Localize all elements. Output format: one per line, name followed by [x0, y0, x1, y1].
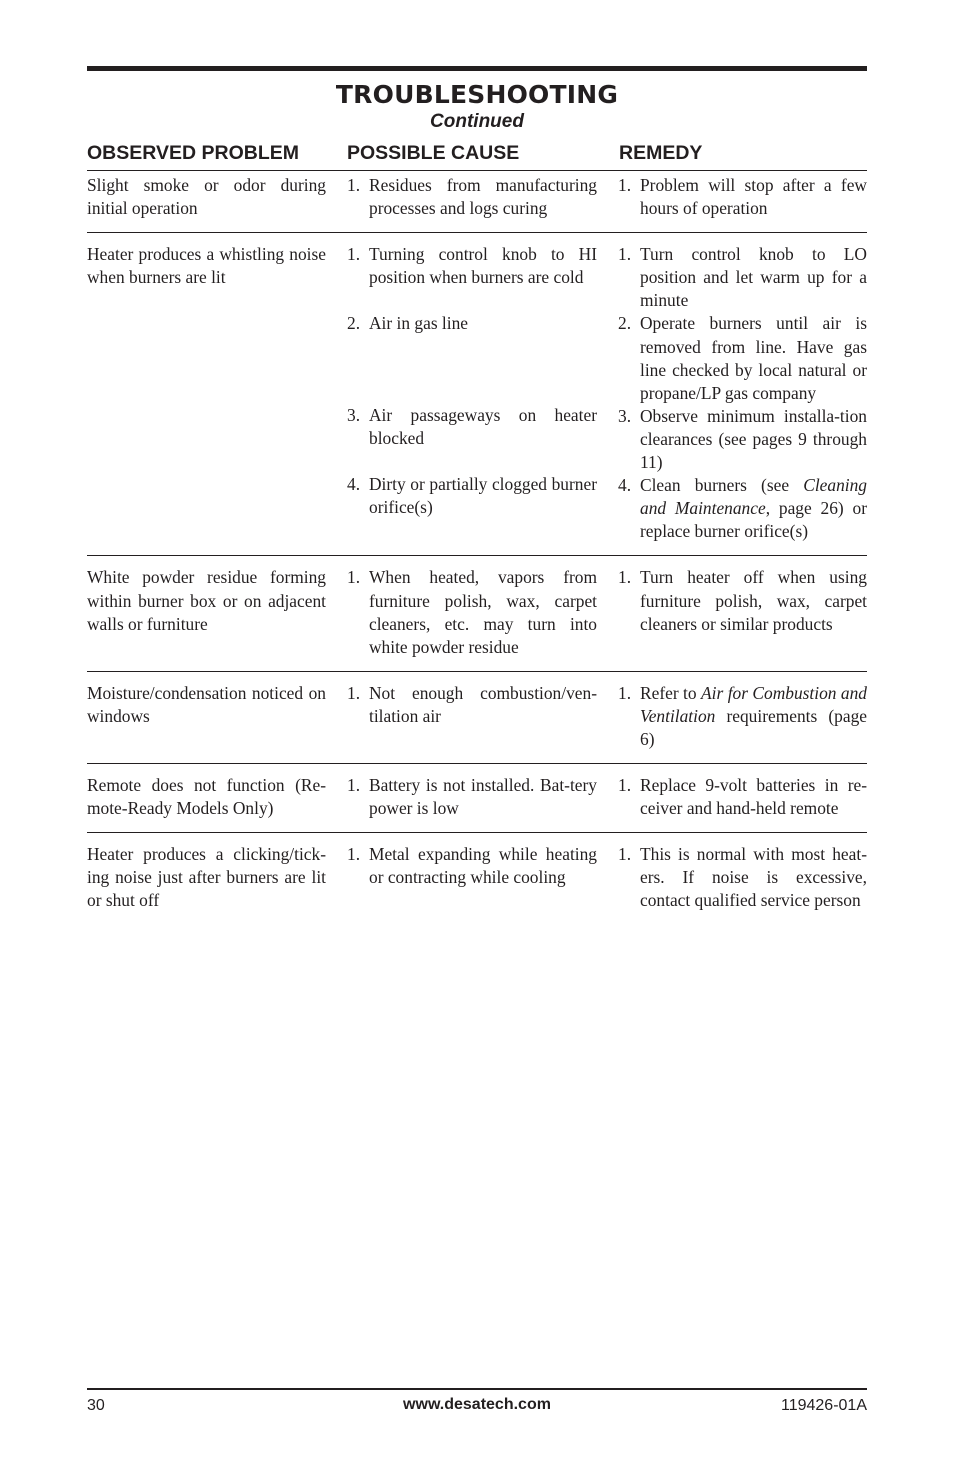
observed-problem: White powder residue forming within burner box or on adjacent walls or furniture [87, 567, 326, 634]
possible-cause-list [347, 843, 597, 912]
remedy-item [618, 843, 867, 912]
table-row [87, 843, 867, 924]
item-number: 1. [347, 844, 361, 865]
item-number: 4. [347, 474, 361, 495]
item-text: Replace 9-volt batteries in re-ceiver and hand-held remote [640, 775, 867, 819]
remedy-item [618, 474, 867, 543]
possible-cause-item [347, 243, 597, 312]
remedy-item [618, 312, 867, 404]
footer-rule [87, 1388, 867, 1390]
table-row [87, 566, 867, 671]
item-text: Air in gas line [369, 313, 469, 334]
item-text: Battery is not installed. Bat-tery power is low [369, 775, 597, 819]
item-number: 3. [347, 405, 361, 426]
remedy-item [618, 174, 867, 220]
remedy-list [618, 843, 867, 912]
table-row [87, 174, 867, 233]
item-number: 3. [618, 405, 632, 426]
possible-cause-item [347, 312, 597, 404]
item-number: 1. [618, 682, 632, 703]
item-text [640, 682, 867, 751]
table-row [87, 243, 867, 556]
item-text: Dirty or partially clogged burner orifice(s) [369, 474, 597, 518]
item-number: 1. [347, 175, 361, 195]
possible-cause-list [347, 243, 597, 543]
remedy-list [618, 174, 867, 220]
item-number: 1. [618, 775, 632, 796]
troubleshooting-table [87, 174, 867, 935]
possible-cause-item [347, 174, 597, 220]
item-text: When heated, vapors from furniture polish, wax, carpet cleaners, etc. may turn into white powder residue [369, 567, 597, 657]
remedy-list [618, 566, 867, 658]
item-number: 1. [618, 175, 632, 195]
item-text-part: , page 26) or replace burner orifice(s) [640, 498, 868, 542]
observed-problem: Slight smoke or odor during initial operation [87, 175, 326, 219]
item-text: Turn heater off when using furniture polish, wax, carpet cleaners or similar products [640, 567, 867, 634]
item-text-part: Refer to [640, 682, 702, 703]
possible-cause-list [347, 682, 597, 751]
item-number: 1. [347, 775, 361, 796]
column-header-remedy: REMEDY [619, 142, 703, 164]
section-reference: Air for Combustion and Ventilation [640, 682, 868, 726]
observed-problem: Remote does not function (Re-mote-Ready Models Only) [87, 775, 326, 819]
item-number: 1. [618, 244, 632, 265]
item-text: Operate burners until air is removed from line. Have gas line checked by local natural or propane/LP gas company [640, 313, 867, 403]
page-title: TROUBLESHOOTING [335, 80, 619, 109]
item-text: Turning control knob to HI position when burners are cold [369, 244, 597, 288]
remedy-list [618, 243, 867, 543]
remedy-list [618, 774, 867, 820]
remedy-item [618, 566, 867, 658]
item-text-part: Clean burners (see [640, 475, 804, 496]
page-subtitle: Continued [430, 111, 524, 132]
item-text: Metal expanding while heating or contracting while cooling [369, 844, 597, 888]
item-text: Residues from manufacturing processes and logs curing [369, 175, 597, 219]
item-text: Air passageways on heater blocked [369, 405, 597, 449]
possible-cause-item [347, 473, 597, 542]
item-text: Problem will stop after a few hours of operation [640, 175, 867, 219]
item-number: 1. [347, 567, 361, 588]
item-text [640, 474, 867, 543]
page-number: 30 [87, 1397, 105, 1414]
possible-cause-item [347, 682, 597, 751]
possible-cause-list [347, 774, 597, 820]
table-row [87, 682, 867, 764]
item-number: 1. [618, 567, 632, 588]
header-rule [87, 170, 867, 171]
possible-cause-item [347, 566, 597, 658]
column-header-cause: POSSIBLE CAUSE [347, 142, 520, 164]
table-row [87, 774, 867, 833]
remedy-list [618, 682, 867, 751]
item-number: 4. [618, 475, 632, 496]
remedy-item [618, 682, 867, 751]
item-number: 1. [347, 682, 361, 703]
observed-problem: Heater produces a clicking/tick-ing noise just after burners are lit or shut off [87, 844, 326, 911]
observed-problem: Heater produces a whistling noise when burners are lit [87, 244, 326, 288]
item-text: Not enough combustion/ven-tilation air [369, 682, 597, 726]
item-text: Turn control knob to LO position and let warm up for a minute [640, 244, 867, 311]
document-code: 119426-01A [781, 1397, 867, 1414]
item-number: 1. [347, 244, 361, 265]
item-text: Observe minimum installa-tion clearances (see pages 9 through 11) [640, 405, 867, 473]
item-number: 2. [347, 313, 361, 334]
possible-cause-item [347, 843, 597, 912]
possible-cause-list [347, 566, 597, 658]
possible-cause-item [347, 774, 597, 820]
manual-page [87, 0, 867, 1475]
item-number: 2. [618, 313, 632, 334]
item-number: 1. [618, 844, 632, 865]
footer-url: www.desatech.com [403, 1396, 551, 1413]
item-text-part: requirements (page 6) [640, 705, 867, 749]
remedy-item [618, 774, 867, 820]
observed-problem: Moisture/condensation noticed on windows [87, 682, 326, 726]
top-rule [87, 66, 867, 71]
section-reference: Cleaning and Maintenance [640, 475, 867, 519]
possible-cause-list [347, 174, 597, 220]
item-text: This is normal with most heat-ers. If noise is excessive, contact qualified service person [640, 844, 867, 911]
remedy-item [618, 243, 867, 312]
remedy-item [618, 405, 867, 474]
column-header-problem: OBSERVED PROBLEM [87, 142, 300, 164]
possible-cause-item [347, 404, 597, 473]
